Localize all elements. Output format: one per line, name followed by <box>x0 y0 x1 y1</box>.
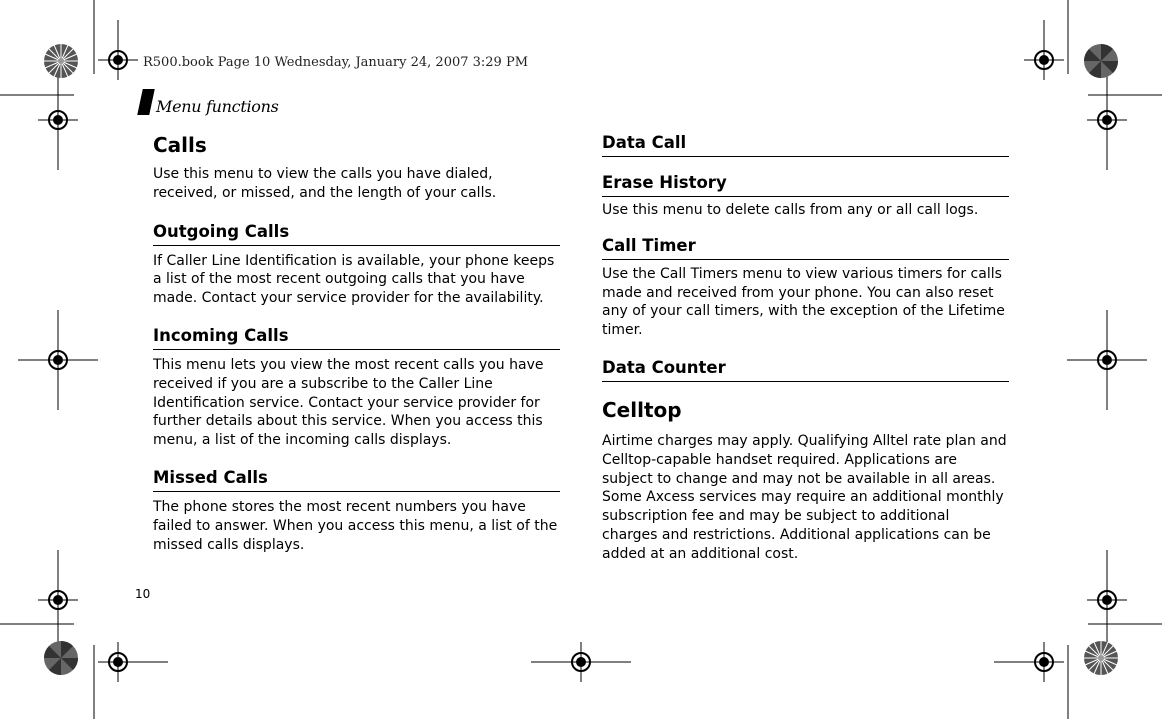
celltop-heading: Celltop <box>602 397 682 422</box>
calls-text: Use this menu to view the calls you have dialed, received, or missed, and the length of your calls. <box>153 166 497 201</box>
missed-calls-text: The phone stores the most recent numbers you have failed to answer. When you access this menu, a list of the missed calls displays. <box>153 498 558 553</box>
celltop-text: Airtime charges may apply. Qualifying Alltel rate plan and Celltop-capable handset required. Applications are subject to change and may not be available in all areas. Some Axcess services may require an additional monthly subscription fee and may be subject to additional charges and restrictions. Additional applications can be added at an additional cost. <box>602 432 1007 562</box>
page-number: 10 <box>135 587 151 601</box>
calls-heading: Calls <box>153 133 207 157</box>
missed-calls-heading: Missed Calls <box>153 468 560 492</box>
data-counter-heading: Data Counter <box>602 358 1009 382</box>
star-target-icon <box>43 43 79 79</box>
outgoing-calls-heading: Outgoing Calls <box>153 222 560 246</box>
star-target-icon <box>1083 43 1119 79</box>
erase-history-heading: Erase History <box>602 173 1009 197</box>
star-target-icon <box>43 640 79 676</box>
incoming-calls-text: This menu lets you view the most recent calls you have received if you are a subscribe to the Caller Line Identification service. Contact your service provider for further details about this service. When you access this menu, a list of the incoming calls displays. <box>153 356 544 449</box>
running-head-title: Menu functions <box>156 97 279 116</box>
data-call-heading: Data Call <box>602 133 1009 157</box>
running-head-bar <box>137 89 155 115</box>
outgoing-calls-text: If Caller Line Identification is available, your phone keeps a list of the most recent outgoing calls that you have made. Contact your service provider for the availability. <box>153 252 555 307</box>
right-column <box>602 133 1009 564</box>
incoming-calls-heading: Incoming Calls <box>153 326 560 350</box>
erase-history-text: Use this menu to delete calls from any or all call logs. <box>602 202 979 218</box>
call-timer-heading: Call Timer <box>602 236 1009 260</box>
call-timer-text: Use the Call Timers menu to view various timers for calls made and received from your phone. You can also reset any of your call timers, with the exception of the Lifetime timer. <box>602 265 1005 339</box>
left-column <box>153 133 560 554</box>
print-header: R500.book Page 10 Wednesday, January 24, 2007 3:29 PM <box>143 55 529 70</box>
running-head <box>140 88 320 118</box>
star-target-icon <box>1083 640 1119 676</box>
